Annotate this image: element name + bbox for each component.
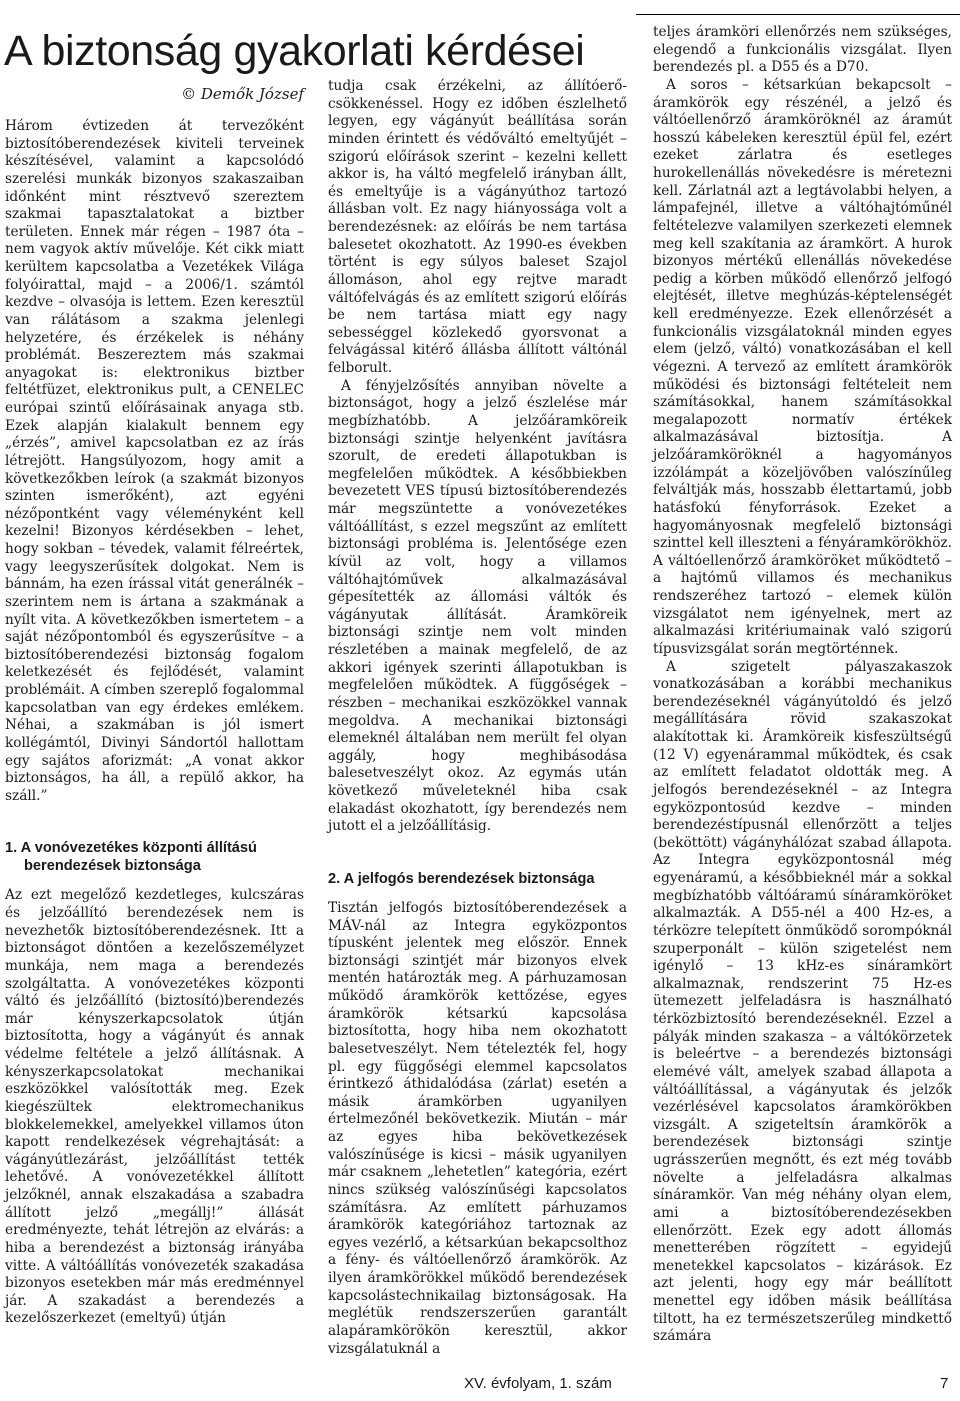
section-1-heading: 1. A vonóvezetékes központi állítású berendezések biztonsága [5, 840, 257, 875]
section-2-heading: 2. A jelfogós berendezések biztonsága [328, 870, 595, 887]
top-rule [636, 14, 960, 15]
article-author: © Demők József [181, 85, 304, 103]
column-1 [5, 118, 304, 1328]
footer-issue: XV. évfolyam, 1. szám [464, 1375, 612, 1392]
column-3 [653, 24, 952, 1346]
soros-aramkor-paragraph: A soros – kétsarkúan bekapcsolt – áramkörök egy részénél, a jelző és váltóellenőrző áramköröknél az áramút hosszú kábeleken keresztül épül fel, ezért ezeket zárlatra és esetleges hurokellenállás növekedésre is méretezni kell. Zárlatnál azt a legtávolabbi helyen, a lámpafejnél, illetve a váltóhajtóműnél feltételezve valamilyen szerkezeti elemnek meg kell szakítania az áramkört. A hurok bizonyos mértékű ellenállás növekedése pedig a körben működő ellenőrző jelfogó elejtését, illetve meghúzás-képtelenségét kell eredményezze. Ezek ellenőrzését a funkcionális vizsgálatoknál minden egyes elem (jelző, váltó) vonatkozásában el kell végezni. A tervező az említett áramkörök működési és biztonsági feltételeit nem számításokkal, hanem számításokkal megalapozott normatív értékek alkalmazásával biztosítja. A jelzőáramköröknél a hagyományos izzólámpát a közeljövőben valószínűleg felváltják más, hosszabb élettartamú, jobb hatásfokú fényforrások. Ezeket a hagyományosnak megfelelő biztonsági szinttel kell illeszteni a fényáramkörökhöz. A váltóellenőrző áramköröket működtető – a hajtómű villamos és mechanikus rendszeréhez tartozó – elemek külön vizsgálatot nem igényelnek, mert az alkalmazási kritériumainak való szigorú típusvizsgálat során megtörténnek. [653, 76, 952, 657]
section-2-paragraph: Tisztán jelfogós biztosítóberendezések a MÁV-nál az Integra egyközpontos típusként jelentek meg először. Ennek biztonsági szintjét már bizonyos elvek mentén határozták meg. A párhuzamosan működő áramkörök kettőzése, egyes áramkörök kétsarkú kapcsolása biztosította, hogy hiba nem okozhatott balesetveszélyt. Nem tételezték fel, hogy pl. egy függőségi elemmel kapcsolatos érintkező áthidalódása (zárlat) esetén a másik áramkörben ugyanilyen értelmezőnél bekövetkezik. Miután – már az egyes hiba bekövetkezések valószínűsége is kicsi – másik ugyanilyen már csaknem „lehetetlen” kategória, ezért nincs szükség valószínűségi kapcsolatos számításra. Az említett párhuzamos áramkörök kategóriához tartoznak az egyes vezérlő, a kétsarkúan bekapcsolthoz a fény- és váltóellenőrző áramkörök. Az ilyen áramkörökkel működő berendezések kapcsolástechnikailag biztonságosak. Ha meglétük rendszerszerűen garantált alapáramkörökön keresztül, akkor vizsgálatuknál a [328, 899, 627, 1357]
intro-paragraph: Három évtizeden át tervezőként biztosítóberendezések kiviteli terveinek készítésével, valamint a kapcsolódó szerelési munkák bizonyos szakaszaiban időnként mint résztvevő szereztem szakmai tapasztalatokat a biztber területen. Ennek már régen – 1987 óta – nem vagyok aktív művelője. Két cikk miatt kerültem kapcsolatba a Vezetékek Világa folyóirattal, majd – a 2006/1. számtól kezdve – olvasója is lettem. Ezen keresztül van rálátásom a szakma jelenlegi helyzetére, és érzékelek is néhány problémát. Beszereztem más szakmai anyagokat is: elektronikus biztber feltétfüzet, elektronikus pult, a CENELEC európai szintű előírásainak anyaga stb. Ezek alapján kialakult bennem egy „érzés”, amivel kapcsolatban ez az írás létrejött. Hangsúlyozom, hogy amit a következőkben leírok (a szakmát bizonyos szinten ismerőként), azt egyéni nézőpontként vagy véleményként kell kezelni! Bizonyos kérdésekben – lehet, hogy sokban – tévedek, valamit félreértek, vagy leegyszerűsítek dolgokat. Nem is bánnám, ha ezen írással vitát generálnék – szerintem nem is ártana a szakmának a nyílt vita. A következőkben ismertetem – a saját nézőpontomból és egyszerűsítve – a biztosítóberendezési biztonság fogalom keletkezését és fejlődését, valamint problémáit. A címben szereplő fogalommal kapcsolatban van egy érdekes emlékem. Néhai, a szakmában is jól ismert kollégámtól, Divinyi Sándortól hallottam egy sajátos aforizmát: „A vonat akkor biztonságos, ha áll, a repülő akkor, ha száll.” [5, 118, 304, 804]
page-number: 7 [940, 1375, 949, 1392]
fenyjelzo-paragraph: A fényjelzősítés annyiban növelte a biztonságot, hogy a jelző észlelése már megbízhatóbb. A jelzőáramköreik biztonsági szintje helyenként javításra szorult, de eredeti állapotukban is megfelelően működtek. A későbbiekben bevezetett VES típusú biztosítóberendezés már megszüntette a vonóvezetékes váltóállítást, s ezzel megszűnt az említett biztonsági probléma is. Jelentősége ezen kívül az volt, hogy a villamos váltóhajtóművek alkalmazásával gépesítették az állomási váltók és vágányutak állítását. Áramköreik biztonsági szintje nem volt minden részletében a mainak megfelelő, de az akkori igények szerinti állapotukban is megfelelően működtek. A függőségek – részben – mechanikai eszközökkel vannak megoldva. A mechanikai biztonsági elemeknél általában nem merült fel olyan aggály, hogy meghibásodása balesetveszélyt okoz. Az egymás után következő műveleteknél hiba csak elakadást okozhatott, így berendezés nem jutott el a jelzőállításig. [328, 377, 627, 835]
column-3-continuation: teljes áramköri ellenőrzés nem szükséges, elegendő a funkcionális vizsgálat. Ilyen berendezés pl. a D55 és a D70. [653, 24, 952, 76]
article-title: A biztonság gyakorlati kérdései [4, 27, 585, 75]
section-1-paragraph: Az ezt megelőző kezdetleges, kulcszáras és jelzőállító berendezések nem is nevezhetők biztosítóberendezésnek. Itt a biztonságot döntően a kezelőszemélyzet munkája, nem maga a berendezés szolgáltatta. A vonóvezetékes központi váltó és jelzőállító (biztosító)berendezés már kényszerkapcsolatok útján biztosította, hogy a vágányút és annak védelme feltétele a jelző állításnak. A kényszerkapcsolatokat mechanikai eszközökkel valósították meg. Ezek kiegészültek elektromechanikus blokkelemekkel, amelyekkel villamos úton kapott rendelkezések végrehajtását: a vágányútlezárást, jelzőállítást tették lehetővé. A vonóvezetékkel állított jelzőknél, annak elszakadása a szabadra állított jelző „megállj!” állását eredményezte, tehát létrejön az elvárás: a hiba a berendezést a biztonság irányába vitte. A váltóállítás vonóvezeték szakadása bizonyos esetekben már más eredménnyel jár. A szakadást a berendezés a kezelőszerkezet (emeltyű) útján [5, 887, 304, 1327]
column-2 [328, 78, 627, 1358]
column-2-continuation: tudja csak érzékelni, az állítóerő-csökkenéssel. Hogy ez időben észlelhető legyen, egy vágányút beállítása során minden érintett és védőváltó emeltyűjét – szigorú előírások szerint – kezelni kellett akkor is, ha váltó megfelelő irányban állt, és emeltyűje is a vágányúthoz tartozó állásban volt. Ez nagy hiányossága volt a berendezésnek: az előírás be nem tartása balesetet okozhatott. Az 1990-es években történt is egy súlyos baleset Szajol állomáson, ahol egy rejtve maradt váltófelvágás és az említett szigorú előírás be nem tartása miatt egy nagy sebességgel közlekedő gyorsvonat a felvágással kitérő állásba állított váltónál felborult. [328, 78, 627, 376]
szigetelt-palyaszakasz-paragraph: A szigetelt pályaszakaszok vonatkozásában a korábbi mechanikus berendezéseknél vágányútoldó és jelző megállítására rövid szakaszokat alakítottak ki. Áramköreik kisfeszültségű (12 V) egyenárammal működtek, és csak az említett feladatot oldották meg. A jelfogós berendezéseknél – az Integra egyközpontosúd kezdve – minden berendezéstípusnál ellenőrzött a teljes (beköttött) vágányhálózat szabad állapota. Az Integra egyközpontosnál még egyenáramú, a későbbieknél már a sokkal megbízhatóbb váltóáramú sínáramköröket alkalmazták. A D55-nél a 400 Hz-es, a térközre telepített önműködő sorompóknál szuperponált – külön szigetelést nem igénylő – 13 kHz-es sínáramkört alkalmaznak, rendszerint 75 Hz-es ütemezett jelfeladásra is használható térközbiztosító berendezéseknél. Ezzel a pályák minden szakasza – a váltókörzetek is beleértve – a berendezés biztonsági elemévé vált, amelyek szabad állapota a váltóállítással, a vágányutak és jelzők vezérlésével kapcsolatos áramkörökben vizsgált. A szigeteltsín áramkörök a berendezések biztonsági szintje ugrásszerűen megnőtt, és ezt még tovább növelte a jelfeladásra alkalmas sínáramkör. Van még néhány olyan elem, ami a biztosítóberendezésekben ellenőrzött. Ezek egy adott állomás menetterében rögzített – egyidejű menetekkel kapcsolatos – kizárások. Ez azt jelenti, hogy egy már beállított menettel egy időben másik beállítása tiltott, ha ez természetszerűleg mindkettő számára [653, 658, 952, 1345]
